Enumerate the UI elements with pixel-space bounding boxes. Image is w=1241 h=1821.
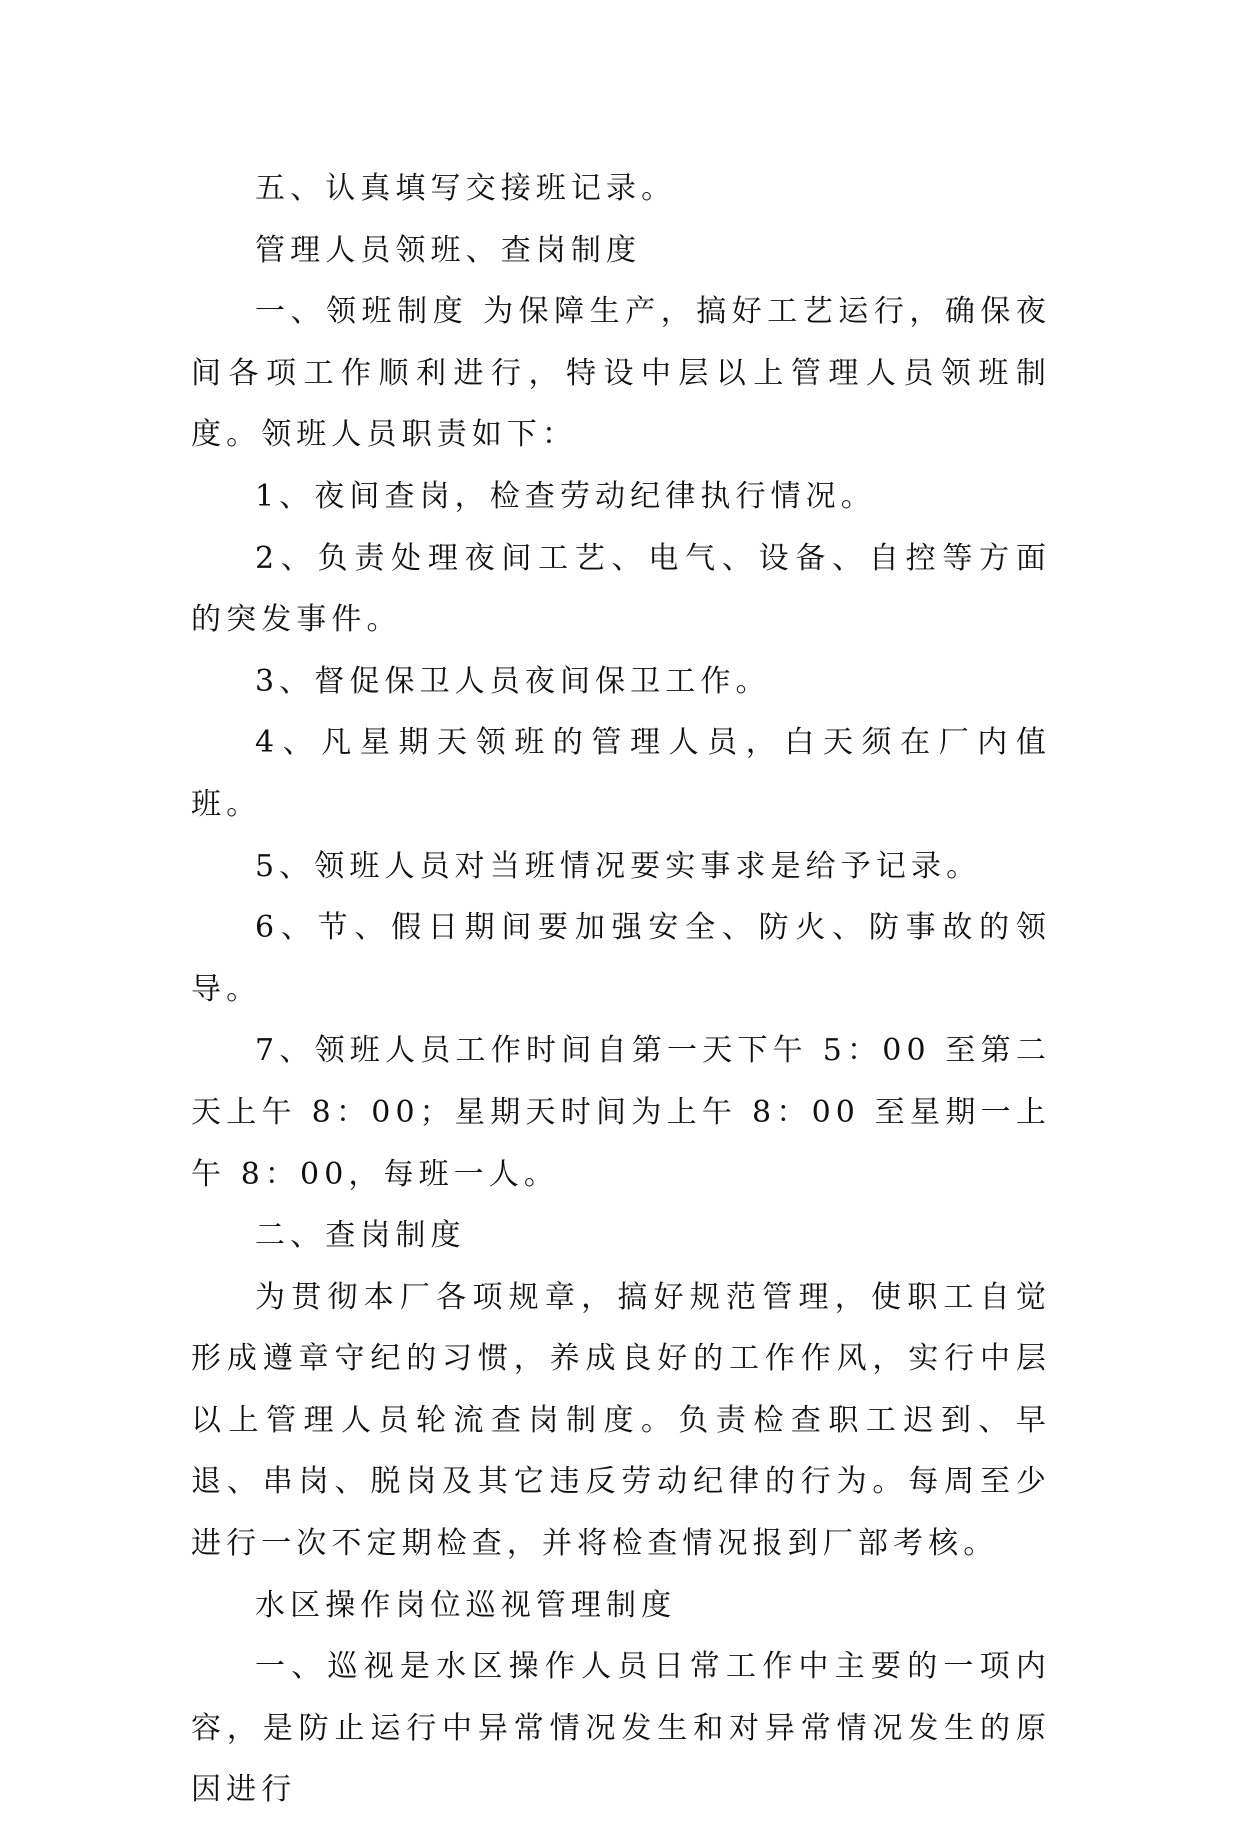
list-item-3: 3、督促保卫人员夜间保卫工作。 <box>255 663 771 699</box>
section-title-water-patrol: 水区操作岗位巡视管理制度 <box>255 1587 677 1623</box>
section-title-management-duty: 管理人员领班、查岗制度 <box>255 232 642 268</box>
paragraph-patrol-intro: 一、巡视是水区操作人员日常工作中主要的一项内容，是防止运行中异常情况发生和对异常情况发生的原因进行 <box>191 1649 1051 1808</box>
list-item-7: 7、领班人员工作时间自第一天下午 5：00 至第二天上午 8：00；星期天时间为上午 8：00 至星期一上午 8：00，每班一人。 <box>191 1033 1051 1192</box>
section-title-post-check: 二、查岗制度 <box>255 1218 466 1254</box>
paragraph-shift-lead-system: 一、领班制度 为保障生产，搞好工艺运行，确保夜间各项工作顺利进行，特设中层以上管理人员领班制度。领班人员职责如下： <box>191 294 1051 453</box>
list-item-4: 4、凡星期天领班的管理人员，白天须在厂内值班。 <box>191 725 1051 822</box>
list-item-6: 6、节、假日期间要加强安全、防火、防事故的领导。 <box>191 910 1051 1007</box>
paragraph-post-check-system: 为贯彻本厂各项规章，搞好规范管理，使职工自觉形成遵章守纪的习惯，养成良好的工作作风，实行中层以上管理人员轮流查岗制度。负责检查职工迟到、早退、串岗、脱岗及其它违反劳动纪律的行为。每周至少进行一次不定期检查，并将检查情况报到厂部考核。 <box>191 1279 1051 1562</box>
list-item-2: 2、负责处理夜间工艺、电气、设备、自控等方面的突发事件。 <box>191 540 1051 638</box>
list-item-1: 1、夜间查岗，检查劳动纪律执行情况。 <box>255 478 876 514</box>
document-body <box>191 158 1051 1821</box>
list-item-5: 5、领班人员对当班情况要实事求是给予记录。 <box>255 848 982 884</box>
paragraph-shift-record: 五、认真填写交接班记录。 <box>255 171 677 206</box>
